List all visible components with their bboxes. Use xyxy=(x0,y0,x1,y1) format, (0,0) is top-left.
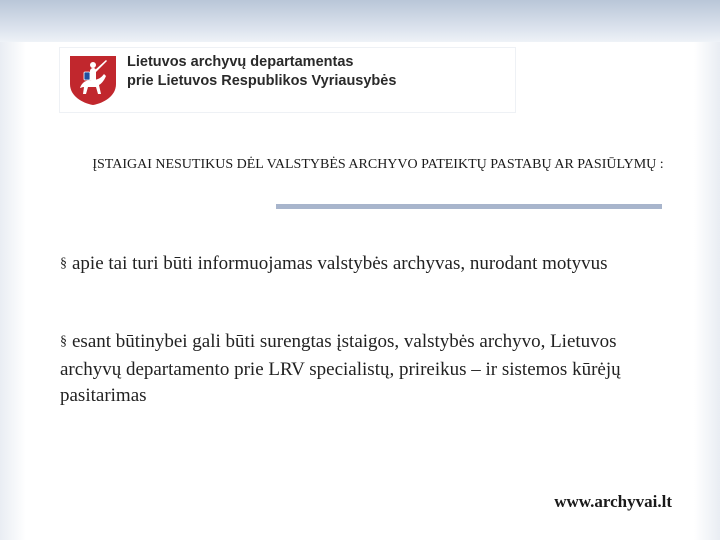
organization-name-line1: Lietuvos archyvų departamentas xyxy=(127,54,354,70)
bullet-marker: § xyxy=(60,334,67,349)
title-underline-divider xyxy=(276,204,662,209)
lithuanian-coat-of-arms-icon xyxy=(68,54,118,106)
footer-website-link[interactable]: www.archyvai.lt xyxy=(554,492,672,511)
organization-name-line2: prie Lietuvos Respublikos Vyriausybės xyxy=(127,73,397,89)
bullet-item-2 xyxy=(60,329,670,409)
bullet-marker: § xyxy=(60,256,67,271)
organization-logo-banner xyxy=(60,48,515,112)
header-band xyxy=(0,0,720,42)
slide-background xyxy=(0,42,720,540)
bullet-item-1 xyxy=(60,251,670,279)
slide-title: ĮSTAIGAI NESUTIKUS DĖL VALSTYBĖS ARCHYVO PATEIKTŲ PASTABŲ AR PASIŪLYMŲ : xyxy=(92,157,664,172)
bullet-text-1: apie tai turi būti informuojamas valstybės archyvas, nurodant motyvus xyxy=(72,253,608,274)
bullet-text-2: esant būtinybei gali būti surengtas įstaigos, valstybės archyvo, Lietuvos archyvų departamento prie LRV specialistų, prireikus – ir sistemos kūrėjų pasitarimas xyxy=(60,331,621,406)
